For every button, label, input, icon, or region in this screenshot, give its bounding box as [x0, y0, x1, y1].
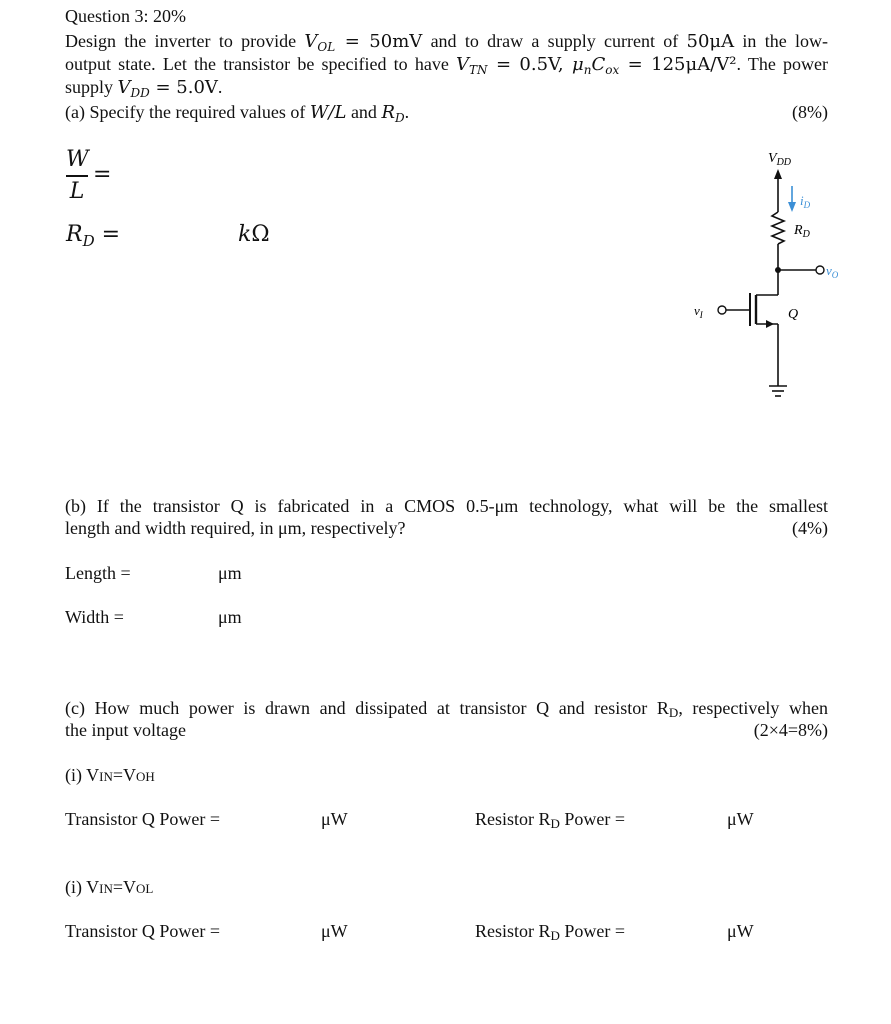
- length-label: Length =: [65, 563, 131, 583]
- rd-circuit-label: $R_D$: [794, 223, 810, 240]
- case-2-q-power-label: Transistor Q Power =: [65, 921, 220, 941]
- id-label: $i_D$: [800, 193, 811, 210]
- w-over-l-equals: =: [93, 162, 112, 187]
- part-b-line-2: length and width required, in μm, respectively?: [65, 518, 406, 538]
- part-b-marks: (4%): [792, 518, 828, 538]
- w-symbol: W: [66, 147, 89, 172]
- rd-unit: kΩ: [238, 222, 270, 247]
- case-2-r-power-unit: μW: [727, 921, 754, 941]
- part-a-marks: (8%): [792, 102, 828, 122]
- part-a-prompt: (a) Specify the required values of W/L and $R_D$.: [65, 102, 410, 125]
- w-over-l-fraction: [66, 147, 88, 204]
- id-arrow-icon: [788, 202, 796, 212]
- intro-line-2: output state. Let the transistor be specified to have $V_{TN} = 0.5V$, $\mu_nC_{ox} = 125\mu A/V^2$. The power: [65, 54, 829, 77]
- case-1-r-power-unit: μW: [727, 809, 754, 829]
- question-heading: Question 3: 20%: [65, 6, 186, 26]
- resistor-rd-icon: [772, 212, 784, 244]
- case-2-r-power-label: Resistor RD Power =: [475, 921, 626, 943]
- length-unit: μm: [218, 563, 242, 583]
- part-c-line-1: (c) How much power is drawn and dissipated at transistor Q and resistor RD, respectively when: [65, 698, 828, 720]
- case-2-label: (i) VIN=VOL: [65, 877, 154, 897]
- vdd-label: $V_{DD}$: [768, 151, 792, 168]
- vo-label: $v_O$: [826, 263, 839, 280]
- rd-label: $R_D$ =: [66, 222, 121, 250]
- width-unit: μm: [218, 607, 242, 627]
- vi-label: $v_I$: [694, 303, 703, 320]
- case-1-q-power-label: Transistor Q Power =: [65, 809, 220, 829]
- case-1-q-power-unit: μW: [321, 809, 348, 829]
- case-2-q-power-unit: μW: [321, 921, 348, 941]
- input-terminal-icon: [718, 306, 726, 314]
- part-b-line-1: (b) If the transistor Q is fabricated in a CMOS 0.5-μm technology, what will be the smallest: [65, 496, 828, 516]
- width-label: Width =: [65, 607, 124, 627]
- case-1-label: (i) VIN=VOH: [65, 765, 155, 785]
- inverter-circuit-diagram: [670, 140, 860, 415]
- case-1-r-power-label: Resistor RD Power =: [475, 809, 626, 831]
- intro-line-3: supply $V_{DD} = 5.0V$.: [65, 77, 223, 100]
- source-arrow-icon: [766, 320, 774, 328]
- q-label: Q: [788, 307, 799, 322]
- part-c-line-2: the input voltage: [65, 720, 186, 740]
- output-terminal-icon: [816, 266, 824, 274]
- part-c-marks: (2×4=8%): [753, 720, 828, 740]
- l-symbol: L: [69, 178, 85, 204]
- intro-line-1: Design the inverter to provide $V_{OL} = 50mV$ and to draw a supply current of 50μA in the low-: [65, 31, 828, 54]
